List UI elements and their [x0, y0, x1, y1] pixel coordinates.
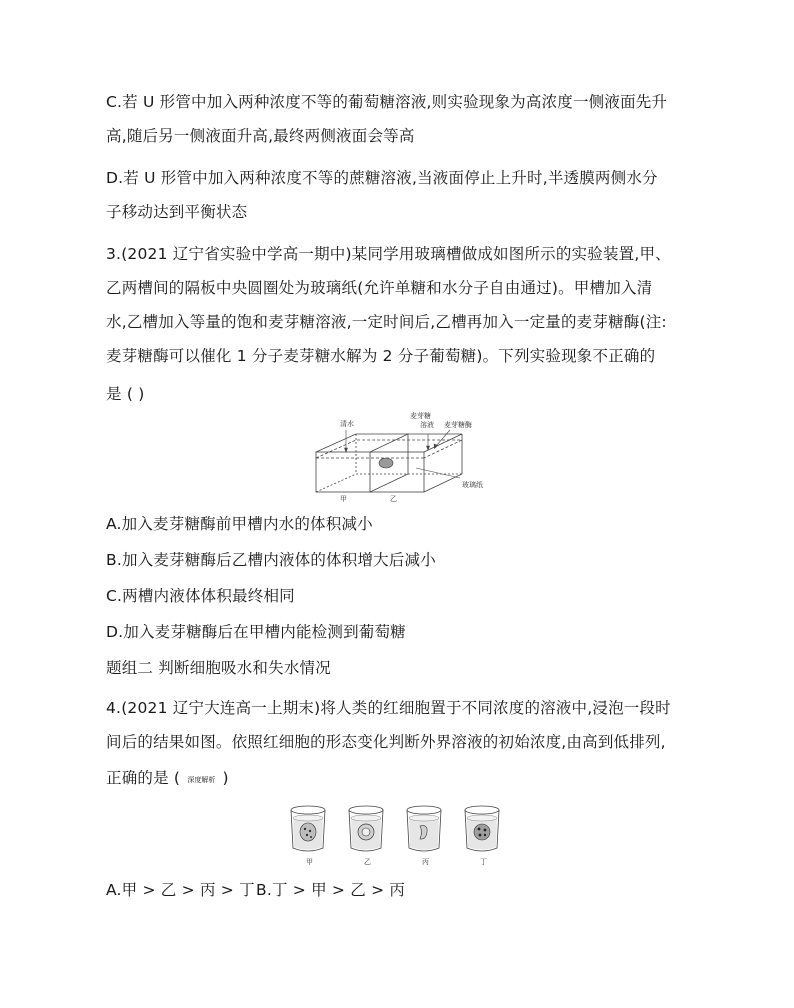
deep-analysis-tag: 深度解析: [187, 776, 216, 784]
label-glass-paper: 玻璃纸: [462, 481, 483, 489]
beaker-label-yi: 乙: [364, 858, 371, 866]
q4-stem-line3: [106, 768, 229, 791]
beaker-yi: [349, 806, 383, 851]
option-c-line1: C.若 U 形管中加入两种浓度不等的葡萄糖溶液,则实验现象为高浓度一侧液面先升: [106, 93, 668, 111]
beaker-ding: [465, 806, 499, 851]
q3-option-d: D.加入麦芽糖酶后在甲槽内能检测到葡萄糖: [106, 623, 406, 641]
q3-stem-line2: 乙两槽间的隔板中央圆圈处为玻璃纸(允许单糖和水分子自由通过)。甲槽加入清: [106, 279, 653, 297]
q3-option-c: C.两槽内液体体积最终相同: [106, 587, 295, 605]
q4-stem-prefix: 正确的是 (: [106, 769, 181, 787]
q3-stem-line1: 3.(2021 辽宁省实验中学高一期中)某同学用玻璃槽做成如图所示的实验装置,甲、: [106, 245, 671, 263]
q3-option-b: B.加入麦芽糖酶后乙槽内液体的体积增大后减小: [106, 551, 436, 569]
q3-stem-line3: 水,乙槽加入等量的饱和麦芽糖溶液,一定时间后,乙槽再加入一定量的麦芽糖酶(注:: [106, 313, 667, 331]
q3-option-a: A.加入麦芽糖酶前甲槽内水的体积减小: [106, 515, 373, 533]
label-water: 清水: [340, 420, 354, 428]
group2-title: 题组二 判断细胞吸水和失水情况: [106, 659, 331, 677]
option-d-line1: D.若 U 形管中加入两种浓度不等的蔗糖溶液,当液面停止上升时,半透膜两侧水分: [106, 169, 658, 187]
beaker-bing: [407, 806, 441, 851]
label-jia: 甲: [340, 495, 347, 503]
beaker-label-jia: 甲: [306, 858, 313, 866]
label-enzyme: 麦芽糖酶: [444, 421, 472, 429]
q3-stem-line4: 麦芽糖酶可以催化 1 分子麦芽糖水解为 2 分子葡萄糖)。下列实验现象不正确的: [106, 347, 656, 365]
q4-option-b: B.丁 > 甲 > 乙 > 丙: [256, 881, 406, 899]
q4-stem-suffix: ): [222, 769, 229, 787]
q4-option-a: A.甲 > 乙 > 丙 > 丁: [106, 881, 255, 899]
q4-stem-line2: 间后的结果如图。依照红细胞的形态变化判断外界溶液的初始浓度,由高到低排列,: [106, 733, 666, 751]
label-yi: 乙: [390, 495, 397, 503]
label-maltose-2: 溶液: [420, 421, 434, 429]
option-d-line2: 子移动达到平衡状态: [106, 203, 248, 221]
beaker-jia: [291, 806, 325, 851]
q3-trough-figure: [312, 412, 492, 504]
beaker-label-bing: 丙: [422, 858, 429, 866]
option-c-line2: 高,随后另一侧液面升高,最终两侧液面会等高: [106, 127, 415, 145]
q4-beakers-figure: [286, 802, 506, 868]
label-maltose-1: 麦芽糖: [410, 412, 431, 420]
q3-stem-line5: 是 ( ): [106, 385, 145, 403]
beaker-label-ding: 丁: [480, 858, 487, 866]
q4-stem-line1: 4.(2021 辽宁大连高一上期末)将人类的红细胞置于不同浓度的溶液中,浸泡一段时: [106, 699, 671, 717]
